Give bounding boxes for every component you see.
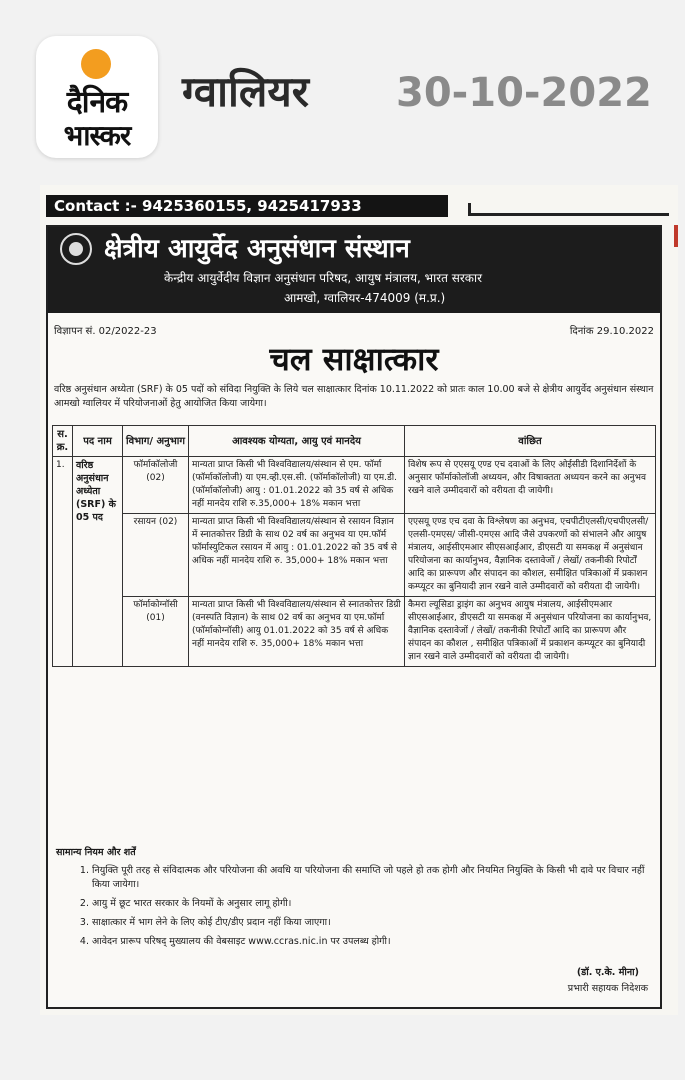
desired: कैमरा ल्यूसिडा ड्राइंग का अनुभव आयुष मंत्रालय, आईसीएमआर सीएसआईआर, डीएसटी या समकक्ष में अनुसंधान परियोजना का कार्यानुभव, वैज्ञानिक दस्तावेजों / लेखों/ तकनीकी रिपोर्टों आदि का प्रारूपण और संपादन का कौशल , समीक्षित पत्रिकाओं में प्रकाशन कम्प्यूटर का बुनियादी ज्ञान रखने वाले उम्मीदवारों को वरीयता दी जायेगी।	[405, 597, 656, 667]
department: रसायन (02)	[123, 514, 189, 597]
advertisement-date: दिनांक 29.10.2022	[569, 326, 654, 337]
newspaper-logo	[36, 36, 158, 158]
list-item: 4. आवेदन प्रारूप परिषद् मुख्यालय की वेबसाइट www.ccras.nic.in पर उपलब्ध होगी।	[92, 935, 652, 949]
column-header: स. क्र.	[53, 426, 73, 457]
table-row	[53, 457, 656, 514]
org-subtitle: केन्द्रीय आयुर्वेदीय विज्ञान अनुसंधान परिषद, आयुष मंत्रालय, भारत सरकार	[164, 271, 483, 285]
org-banner	[48, 227, 660, 313]
list-item: 1. नियुक्ति पूरी तरह से संविदात्मक और परियोजना की अवधि या परियोजना की समाप्ति जो पहले हो तक होगी और नियमित नियुक्ति के किसी भी दावे पर विचार नहीं किया जायेगा।	[92, 864, 652, 892]
qualification: मान्यता प्राप्त किसी भी विश्वविद्यालय/संस्थान से स्नातकोत्तर डिग्री (वनस्पति विज्ञान) के साथ 02 वर्ष का अनुभव या एम.फॉर्मा (फॉर्माकोग्नॉसी) आयु 01.01.2022 को 35 वर्ष से अधिक नहीं मानदेय राशि रु. 35,000+ 18% मकान भत्ता	[189, 597, 405, 667]
signer-name: (डॉ. ए.के. मीना)	[576, 967, 639, 978]
column-header: पद नाम	[73, 426, 123, 457]
logo-text-line2: भास्कर	[63, 119, 131, 152]
department: फॉर्माकोग्नॉसी (01)	[123, 597, 189, 667]
red-marker	[674, 225, 678, 247]
department: फॉर्माकॉलोजी (02)	[123, 457, 189, 514]
qualification: मान्यता प्राप्त किसी भी विश्वविद्यालय/संस्थान से रसायन विज्ञान में स्नातकोत्तर डिग्री के साथ 02 वर्ष का अनुभव या एम.फॉर्म फॉर्मास्युटिकल रसायन में आयु : 01.01.2022 को 35 वर्ष से अधिक नहीं मानदेय राशि रु. 35,000+ 18% मकान भत्ता	[189, 514, 405, 597]
logo-text-line1: दैनिक	[66, 85, 128, 120]
page-title: चल साक्षात्कार	[269, 340, 439, 378]
org-address: आमखो, ग्वालियर-474009 (म.प्र.)	[284, 291, 446, 305]
newspaper-clipping	[40, 185, 678, 1015]
qualification: मान्यता प्राप्त किसी भी विश्वविद्यालय/संस्थान से एम. फॉर्मा (फॉर्माकॉलोजी) या एम.व्ही.एस.सी. (फॉर्माकॉलोजी) या एम.डी. (फॉर्माकॉलोजी) आयु : 01.01.2022 को 35 वर्ष से अधिक नहीं मानदेय राशि रु.35,000+ 18% मकान भत्ता	[189, 457, 405, 514]
signer-title: प्रभारी सहायक निदेशक	[567, 983, 648, 994]
table-row	[53, 597, 656, 667]
org-name: क्षेत्रीय आयुर्वेद अनुसंधान संस्थान	[104, 234, 410, 264]
divider	[468, 203, 669, 216]
list-item: 2. आयु में छूट भारत सरकार के नियमों के अनुसार लागू होगी।	[92, 897, 652, 911]
intro-paragraph: वरिष्ठ अनुसंधान अध्येता (SRF) के 05 पदों को संविदा नियुक्ति के लिये चल साक्षात्कार दिनांक 10.11.2022 को प्रातः काल 10.00 बजे से क्षेत्रीय आयुर्वेद अनुसंधान संस्थान आमखो ग्वालियर में परियोजनाओं हेतु आयोजित किया जायेगा।	[54, 384, 654, 409]
desired: विशेष रूप से एएसयू एण्ड एच दवाओं के लिए ओईसीडी दिशानिर्देशों के अनुसार फॉर्माकोलॉजी अध्ययन, और विषाक्तता अध्ययन करने का अनुभव रखने वाले उम्मीदवारों को वरीयता दी जायेगी।	[405, 457, 656, 514]
desired: एएसयू एण्ड एच दवा के विश्लेषण का अनुभव, एचपीटीएलसी/एचपीएलसी/ एलसी-एमएस/ जीसी-एमएस आदि जैसे उपकरणों को संभालने और आयुष मंत्रालय, आईसीएमआर सीएसआईआर, डीएसटी या समकक्ष में अनुसंधान परियोजना का कार्यानुभव, वैज्ञानिक दस्तावेजों / लेखों/ तकनीकी रिपोर्टों आदि का प्रारूपण और संपादन का कौशल, समीक्षित पत्रिकाओं में प्रकाशन कम्प्यूटर का बुनियादी ज्ञान रखने वाले उम्मीदवारों को वरीयता दी जायेगी।	[405, 514, 656, 597]
advertisement	[46, 225, 662, 1009]
advertisement-number: विज्ञापन सं. 02/2022-23	[54, 326, 157, 337]
table-header-row	[53, 426, 656, 457]
signature-block	[568, 965, 648, 997]
serial-number: 1.	[53, 457, 73, 667]
edition-date: 30-10-2022	[396, 70, 652, 116]
column-header: आवश्यक योग्यता, आयु एवं मानदेय	[189, 426, 405, 457]
emblem-icon	[60, 233, 92, 265]
column-header: वांछित	[405, 426, 656, 457]
adjacent-column	[670, 225, 678, 1005]
edition-city: ग्वालियर	[182, 67, 309, 116]
list-item: 3. साक्षात्कार में भाग लेने के लिए कोई टीए/डीए प्रदान नहीं किया जाएगा।	[92, 916, 652, 930]
table-row	[53, 514, 656, 597]
vacancy-table	[52, 425, 656, 667]
sun-icon	[81, 49, 111, 79]
contact-bar: Contact :- 9425360155, 9425417933	[46, 195, 448, 217]
column-header: विभाग/ अनुभाग	[123, 426, 189, 457]
general-rules	[56, 845, 652, 954]
post-name: वरिष्ठ अनुसंधान अध्येता (SRF) के 05 पद	[73, 457, 123, 667]
rules-title: सामान्य नियम और शर्तें	[56, 847, 136, 858]
